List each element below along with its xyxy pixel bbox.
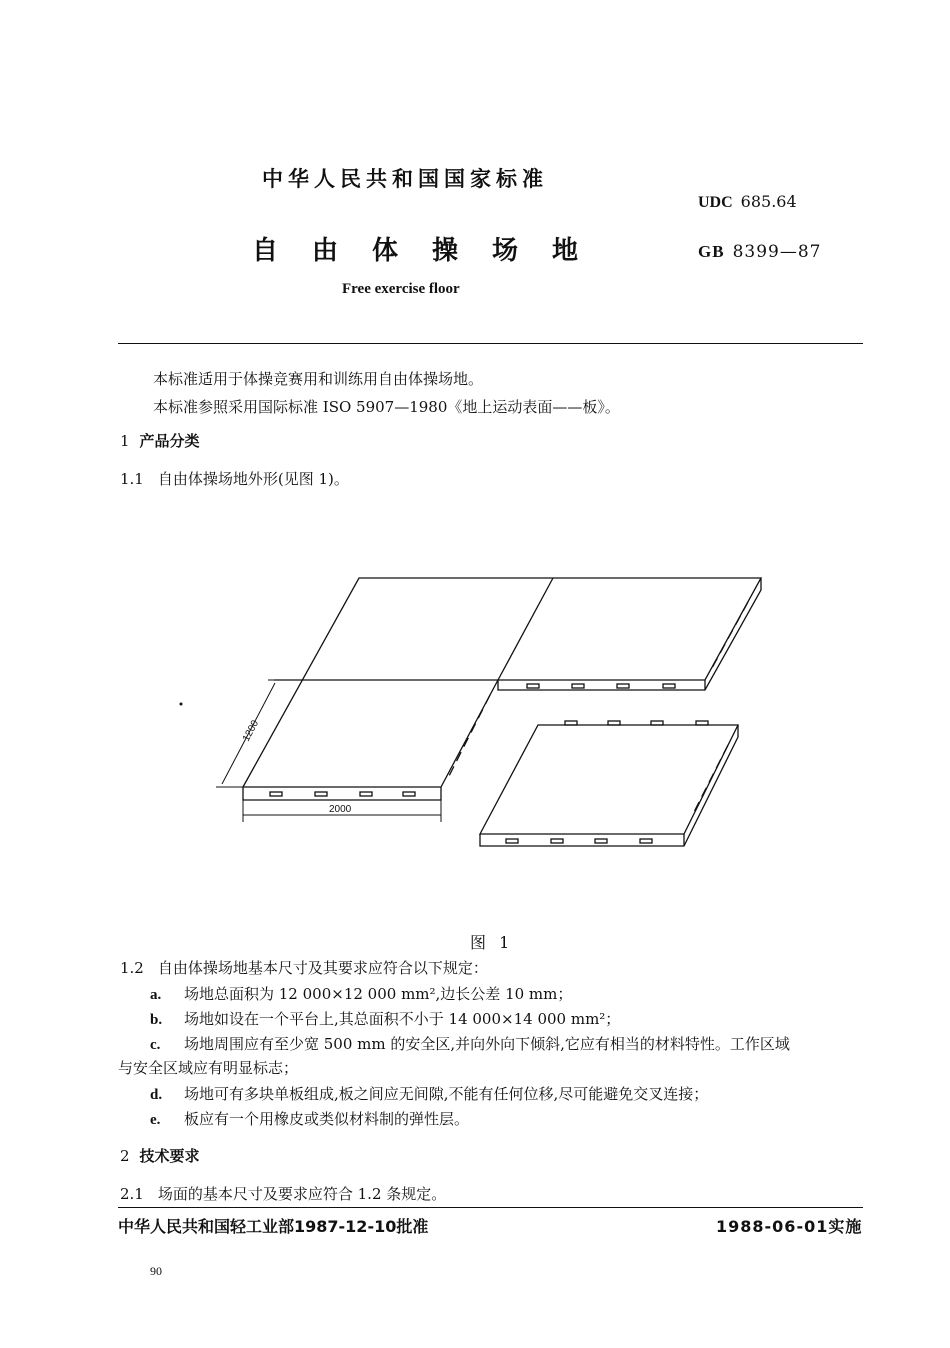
single-panel-thickness <box>480 725 738 846</box>
list-item-text: 场地周围应有至少宽 500 mm 的安全区,并向外向下倾斜,它应有相当的材料特性。工作区域 <box>184 1035 790 1053</box>
list-item-e <box>150 1108 469 1129</box>
list-item-c-continued <box>118 1057 298 1078</box>
list-item-text: 场地可有多块单板组成,板之间应无间隙,不能有任何位移,尽可能避免交叉连接； <box>184 1085 709 1103</box>
list-item-label: c. <box>150 1037 161 1053</box>
udc-value: 685.64 <box>740 192 797 211</box>
list-item-text: 板应有一个用橡皮或类似材料制的弹性层。 <box>184 1110 470 1128</box>
english-title: Free exercise floor <box>342 281 460 297</box>
section-1-number: 1 <box>120 432 130 450</box>
connector-slot <box>315 792 327 796</box>
clause-1-2 <box>120 957 488 978</box>
figure-caption: 图 1 <box>470 933 514 952</box>
list-item-d <box>150 1083 708 1104</box>
connector-slot <box>403 792 415 796</box>
gb-label: GB <box>698 242 725 261</box>
connector-slot <box>551 839 563 843</box>
section-2-number: 2 <box>120 1147 130 1165</box>
floor-thickness <box>243 787 441 800</box>
list-item-label: e. <box>150 1112 161 1128</box>
list-item-label: a. <box>150 987 162 1003</box>
connector-tab <box>565 721 577 725</box>
document-title: 自由体操场地 <box>252 236 613 266</box>
list-item-a <box>150 983 572 1004</box>
connector-slot <box>360 792 372 796</box>
footer-divider <box>118 1207 863 1208</box>
approval-statement: 中华人民共和国轻工业部1987-12-10批准 <box>118 1217 429 1236</box>
gb-value: 8399—87 <box>732 242 822 262</box>
list-item-c <box>150 1033 790 1054</box>
connector-slot <box>617 684 629 688</box>
connector-tab <box>608 721 620 725</box>
connector-tab <box>651 721 663 725</box>
section-1-title: 产品分类 <box>139 432 200 450</box>
connector-slot <box>663 684 675 688</box>
clause-2-1-text: 场面的基本尺寸及要求应符合 1.2 条规定。 <box>157 1185 447 1203</box>
page-number: 90 <box>150 1264 162 1278</box>
connector-slot <box>270 792 282 796</box>
connector-slot <box>506 839 518 843</box>
connector-slot <box>640 839 652 843</box>
clause-1-2-number: 1.2 <box>120 959 144 977</box>
clause-2-1 <box>120 1183 446 1204</box>
list-item-text: 场地总面积为 12 000×12 000 mm²,边长公差 10 mm； <box>184 985 573 1003</box>
list-item-label: b. <box>150 1012 163 1028</box>
connector-slot <box>572 684 584 688</box>
clause-2-1-number: 2.1 <box>120 1185 144 1203</box>
standard-organization: 中华人民共和国国家标准 <box>262 167 548 191</box>
clause-1-2-text: 自由体操场地基本尺寸及其要求应符合以下规定： <box>157 959 488 977</box>
list-item-b <box>150 1008 620 1029</box>
list-item-text: 与安全区域应有明显标志； <box>118 1059 299 1077</box>
list-item-label: d. <box>150 1087 163 1103</box>
connector-slot <box>595 839 607 843</box>
section-2-title: 技术要求 <box>139 1147 200 1165</box>
single-panel-top <box>480 725 738 834</box>
intro-paragraph-2: 本标准参照采用国际标准 ISO 5907—1980《地上运动表面——板》。 <box>153 398 620 416</box>
panel-seam-vertical <box>498 578 553 680</box>
clause-1-1-number: 1.1 <box>120 470 144 488</box>
udc-label: UDC <box>698 194 733 211</box>
dimension-label-1200: 1200 <box>240 718 262 744</box>
section-2-heading <box>120 1145 200 1166</box>
connector-tab <box>696 721 708 725</box>
list-item-text: 场地如设在一个平台上,其总面积不小于 14 000×14 000 mm²； <box>184 1010 621 1028</box>
floor-outline <box>240 578 761 787</box>
effective-date: 1988-06-01实施 <box>716 1217 863 1236</box>
dimension-label-2000: 2000 <box>329 804 352 815</box>
intro-paragraph-1: 本标准适用于体操竞赛用和训练用自由体操场地。 <box>153 370 484 388</box>
floor-thickness-right <box>498 578 761 690</box>
clause-1-1-text: 自由体操场地外形(见图 1)。 <box>157 470 349 488</box>
connector-slot <box>527 684 539 688</box>
